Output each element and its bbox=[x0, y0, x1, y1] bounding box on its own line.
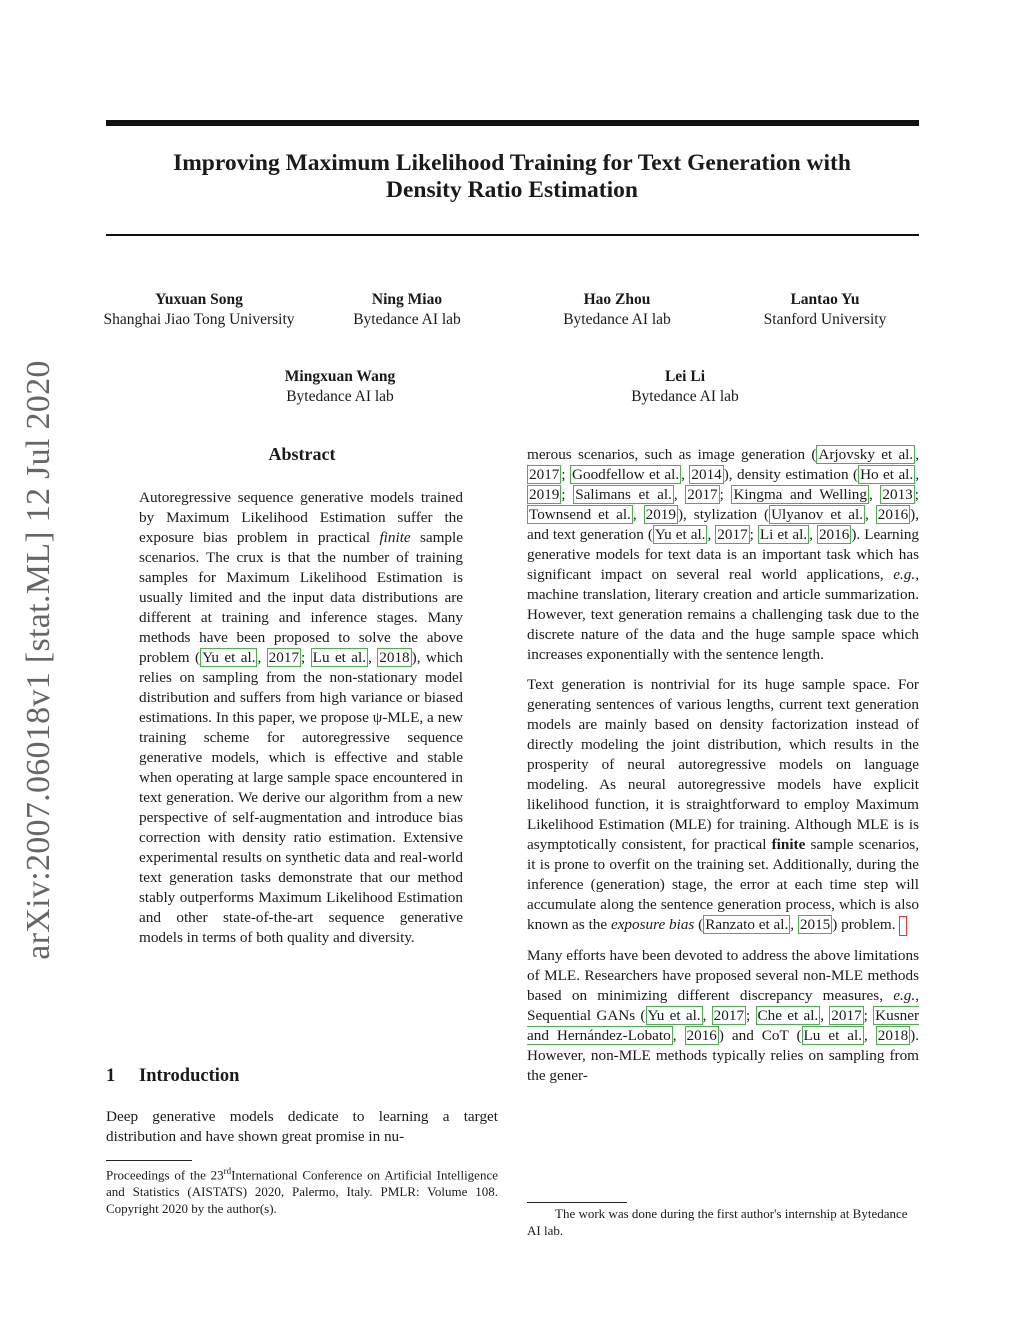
citation-link[interactable]: Lu et al. bbox=[312, 649, 367, 666]
citation-link[interactable]: 2015 bbox=[799, 916, 831, 933]
citation-link[interactable]: 2019 bbox=[529, 486, 560, 503]
citation-link[interactable]: Ulyanov et al. bbox=[771, 506, 864, 523]
citation-link[interactable]: Kingma and Welling bbox=[733, 486, 867, 503]
citation-link[interactable]: 2014 bbox=[691, 466, 722, 483]
citation-link[interactable]: 2017 bbox=[687, 486, 718, 503]
citation-link[interactable]: Goodfellow et al. bbox=[572, 466, 680, 483]
citation-link[interactable]: 2017 bbox=[717, 526, 748, 543]
author-2: Ning Miao Bytedance AI lab bbox=[353, 291, 461, 328]
citation-link[interactable]: Salimans et al. bbox=[575, 486, 672, 503]
right-column bbox=[527, 445, 919, 1096]
internship-footnote: The work was done during the first author's internship at Bytedance AI lab. bbox=[527, 1206, 908, 1238]
title-bottom-rule bbox=[106, 234, 919, 236]
citation-link[interactable]: Li et al. bbox=[759, 526, 808, 543]
citation-link[interactable]: Ho et al. bbox=[860, 466, 914, 483]
citation-link[interactable]: Yu et al. bbox=[654, 526, 706, 543]
citation-link[interactable]: Arjovsky et al. bbox=[818, 446, 914, 463]
citation-link[interactable]: 2018 bbox=[877, 1026, 909, 1044]
abstract-heading: Abstract bbox=[268, 444, 336, 464]
citation-link[interactable]: 2019 bbox=[645, 506, 676, 523]
paragraph: Text generation is nontrivial for its huge sample space. For generating sentences of various lengths, current text generation models are mainly based on density factorization instead of directly modeling the joint distribution, which results in the prosperity of neural autoregressive models on language modeling. As neural autoregressive models have explicit likelihood function, it is straightforward to employ Maximum Likelihood Estimation (MLE) for training. Although MLE is is asymptotically consistent, for practical finite sample scenarios, it is prone to overfit on the training set. Additionally, during the inference (generation) stage, the error at each time step will accumulate along the sentence generation process, which is also known as the exposure bias ( Ranzato et al. , 2015 ) problem. bbox=[527, 675, 919, 936]
author-6: Lei Li Bytedance AI lab bbox=[631, 368, 739, 405]
citation-link[interactable]: Lu et al. bbox=[803, 1026, 863, 1044]
citation-link[interactable]: Yu et al. bbox=[202, 649, 256, 666]
paper-title: Improving Maximum Likelihood Training for Text Generation with Density Ratio Estimation bbox=[173, 150, 851, 203]
citation-link[interactable]: 2016 bbox=[877, 506, 909, 523]
proceedings-footnote: Proceedings of the 23rdInternational Conference on Artificial Intelligence and Statistics (AISTATS) 2020, Palermo, Italy. PMLR: Volume 108. Copyright 2020 by the author(s). bbox=[106, 1166, 498, 1217]
section-heading-introduction: 1 Introduction bbox=[106, 1066, 240, 1086]
citation-link[interactable]: Townsend et al. bbox=[529, 506, 631, 523]
citation-link[interactable]: 2018 bbox=[379, 649, 410, 666]
citation-link[interactable]: 2017 bbox=[713, 1006, 745, 1024]
arxiv-stamp: arXiv:2007.06018v1 [stat.ML] 12 Jul 2020 bbox=[20, 360, 57, 960]
footnote-rule bbox=[527, 1202, 627, 1203]
footnote-rule bbox=[106, 1160, 192, 1161]
author-3: Hao Zhou Bytedance AI lab bbox=[563, 291, 671, 328]
author-1: Yuxuan Song Shanghai Jiao Tong University bbox=[103, 291, 295, 328]
citation-link[interactable]: 2013 bbox=[882, 486, 913, 503]
citation-link[interactable]: 2016 bbox=[686, 1026, 717, 1044]
citation-link[interactable]: 2017 bbox=[268, 649, 300, 666]
paragraph: Many efforts have been devoted to address the above limitations of MLE. Researchers have proposed several non-MLE methods based on minimizing different discrepancy measures, e.g., Sequential GANs ( Yu et al. , 2017 ; Che et al. , 2017 ; Kusner and Hernández-Lobato , 2016 ) and CoT ( Lu et al. , 2018 ). However, non-MLE methods typically relies on sampling from the gener- bbox=[527, 946, 920, 1084]
citation-link[interactable]: 2016 bbox=[818, 526, 850, 543]
citation-link[interactable]: Kusner and Hernández-Lobato bbox=[527, 1006, 920, 1044]
title-top-rule bbox=[106, 120, 919, 126]
citation-link[interactable]: 2017 bbox=[529, 466, 560, 483]
author-4: Lantao Yu Stanford University bbox=[763, 291, 887, 328]
paragraph: merous scenarios, such as image generation ( Arjovsky et al. , 2017 ; Goodfellow et al. , 2014 ), density estimation ( Ho et al. , 2019 ; Salimans et al. , 2017 ; Kingma and Welling , 2013 ; Townsend et al. , 2019 ), stylization ( Ulyanov et al. , 2016 ), and text generation ( Yu et al. , 2017 ; Li et al. , 2016 ). Learning generative models for text data is an important task which has significant impact on several real world applications, e.g., machine translation, literary creation and article summarization. However, text generation remains a challenging task due to the discrete nature of the data and the huge sample space which increases exponentially with the sentence length. bbox=[527, 446, 920, 663]
citation-link[interactable]: 2017 bbox=[831, 1006, 862, 1024]
citation-link[interactable]: Ranzato et al. bbox=[705, 916, 789, 933]
footnote-marker[interactable] bbox=[899, 916, 907, 936]
author-5: Mingxuan Wang Bytedance AI lab bbox=[284, 368, 396, 405]
intro-paragraph: Deep generative models dedicate to learning a target distribution and have shown great promise in nu- bbox=[106, 1108, 498, 1145]
citation-link[interactable]: Che et al. bbox=[757, 1006, 819, 1024]
abstract-body: Autoregressive sequence generative models trained by Maximum Likelihood Estimation suffer the exposure bias problem in practical finite sample scenarios. The crux is that the number of training samples for Maximum Likelihood Estimation is usually limited and the input data distributions are different at training and inference stages. Many methods have been proposed to solve the above problem ( Yu et al. , 2017 ; Lu et al. , 2018 ), which relies on sampling from the non-stationary model distribution and suffers from high variance or biased estimations. In this paper, we propose ψ-MLE, a new training scheme for autoregressive sequence generative models, which is effective and stable when operating at large sample space encountered in text generation. We derive our algorithm from a new perspective of self-augmentation and introduce bias correction with density ratio estimation. Extensive experimental results on synthetic data and real-world text generation tasks demonstrate that our method stably outperforms Maximum Likelihood Estimation and other state-of-the-art sequence generative models in terms of both quality and diversity. bbox=[139, 489, 464, 946]
citation-link[interactable]: Yu et al. bbox=[647, 1006, 701, 1024]
